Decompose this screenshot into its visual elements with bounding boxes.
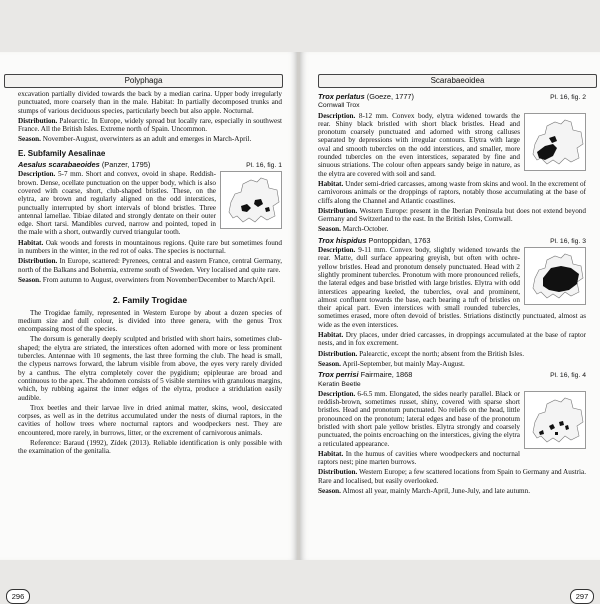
plate-reference: Pl. 16, fig. 3 [550, 237, 586, 245]
europe-map-icon [525, 392, 585, 448]
hispidus-season: Season. April-September, but mainly May-August. [318, 359, 465, 368]
perlatus-season: Season. March-October. [318, 225, 389, 234]
family-paragraph-1: The Trogidae family, represented in Western Europe by about a dozen species of medium size and dull colour, is divided into three genera, with the genus Trox encompassing most of the species. [18, 308, 282, 334]
aesalus-description: Description. 5-7 mm. Short and convex, ovoid in shape. Reddish-brown. Dense, ocellate punctuation on the upper body, which is also covered with coarse, short, club-shaped bristles. These, on the elytra, are brown and regularly aligned on the odd interstices, punctually interrupted by short intervals of blond bristles. Three antennal lamellae. Tibiae dilated and strongly dentate on their outer edge. Short tarsi. Mandibles curved, narrow and pointed, toped in the male with a short, outwardly curved triangular tooth. [18, 170, 216, 237]
left-text-column [18, 90, 282, 458]
page-number-right: 297 [570, 589, 594, 604]
subfamily-heading: E. Subfamily Aesalinae [18, 148, 106, 158]
distribution-map-perlatus [524, 113, 586, 171]
book-spread [0, 52, 600, 601]
perlatus-distribution: Distribution. Western Europe: present in the Iberian Peninsula but does not extend beyond Germany and Switzerland to the east. In the British Isles, Cornwall. [318, 206, 586, 224]
species-name: Aesalus scarabaeoides [18, 160, 100, 170]
right-page [300, 52, 600, 601]
distribution-map-hispidus [524, 247, 586, 305]
right-text-column [318, 90, 586, 497]
aesalus-season: Season. From autumn to August, overwinters from November/December to March/April. [18, 275, 276, 284]
species-name: Trox perrisi [318, 370, 359, 380]
left-page [0, 52, 297, 601]
species-header-hispidus [318, 237, 586, 246]
hispidus-habitat: Habitat. Dry places, under dried carcasses, in droppings accumulated at the base of raptor nests, and in fox excrement. [318, 331, 586, 348]
intro-paragraph: excavation partially divided towards the back by a median carina. Upper body irregularly punctuated, more coarsely than in the male. Habitat: In partially decomposed trunks and stumps of various deciduous species, particularly beech but also apple. Nocturnal. [18, 90, 282, 115]
species-author: (Goeze, 1777) [366, 92, 414, 101]
aesalus-distribution: Distribution. In Europe, scattered: Pyrenees, central and eastern France, central Germany, north of the Balkans and Bohemia, extreme south of Sweden. Very localised and quite rare. [18, 257, 282, 274]
species-header-perlatus [318, 93, 586, 102]
species-author: Fairmaire, 1868 [360, 370, 413, 380]
common-name: Cornwall Trox [318, 102, 360, 110]
intro-distribution: Distribution. Palearctic. In Europe, widely spread but locally rare, especially in southwest France. All the British Isles. Extreme north of Spain. Uncommon. [18, 116, 282, 134]
perrisi-distribution: Distribution. Western Europe; a few scattered locations from Spain to Germany and Austria. Rare and localised, but easily overlooked. [318, 468, 586, 485]
species-author: Pontoppidan, 1763 [368, 235, 431, 245]
species-header-perrisi [318, 371, 586, 380]
family-paragraph-3: Trox beetles and their larvae live in dried animal matter, skins, wool, desiccated corpses, as well as in the detritus accumulated under the nests of diurnal raptors, in the cavities of hollow trees where nocturnal raptors and woodpeckers nest. They are encountered, more rarely, in burrows, litter, or the excrement of carnivorous animals. [18, 403, 282, 437]
europe-map-icon [525, 248, 585, 304]
species-name: Trox perlatus [318, 92, 365, 101]
hispidus-description: Description. 9-11 mm. Convex body, slightly widened towards the rear. Matte, dull surface appearing greyish, but often with ochre-yellow bristles. Head and pronotum densely punctuated. Head with 2 slightly prominent tubercles. Pronotum with more pronounced reliefs, the lateral edges and base bristled with large bristles. Elytra with odd interstices appearing keeled, the tubercles, oval and prominent, almost confluent towards the base, each bearing a tuft of bristles on their apical part. Even interstices with small rounded tubercles, sometimes erased, more often devoid of bristles. Striations distinctly punctuated, almost as wide as the even interstices. [318, 246, 586, 329]
plate-reference: Pl. 16, fig. 1 [246, 162, 282, 170]
perlatus-description: Description. 8-12 mm. Convex body, elytra widened towards the rear. Shiny black bristled with short black bristles. Head and pronotum coarsely punctuated and adorned with strong calluses separated by depressions with irregular contours. Elytra with large oval and smooth tubercles on the odd interstices, and smaller, more rounded tubercles on the even interstices, separated by fine and sinuous striations. The colour often appears sandy beige in nature, as the elytra are covered with soil and sand. [318, 111, 520, 178]
page-number-left: 296 [6, 589, 30, 604]
distribution-map-aesalus [220, 171, 282, 229]
hispidus-distribution: Distribution. Palearctic, except the north; absent from the British Isles. [318, 349, 525, 358]
intro-season: Season. November-August, overwinters as an adult and emerges in March-April. [18, 135, 252, 144]
distribution-map-perrisi [524, 391, 586, 449]
family-heading: 2. Family Trogidae [112, 295, 188, 306]
perrisi-habitat: Habitat. In the humus of cavities where woodpeckers and nocturnal raptors nest; pine marten burrows. [318, 449, 520, 467]
species-header-aesalus [18, 161, 282, 170]
plate-reference: Pl. 16, fig. 2 [550, 94, 586, 101]
plate-reference: Pl. 16, fig. 4 [550, 372, 586, 380]
common-name: Keratin Beetle [318, 380, 361, 388]
running-head-right: Scarabaeoidea [318, 74, 597, 88]
aesalus-habitat: Habitat. Oak woods and forests in mountainous regions. Quite rare but sometimes found in numbers in the winter, in the red rot of oaks. The species is nocturnal. [18, 238, 282, 256]
running-head-left: Polyphaga [4, 74, 283, 88]
perlatus-habitat: Habitat. Under semi-dried carcasses, among waste from skins and wool. In the excrement of carnivorous animals or the droppings of raptors, notably those accumulating at the base of cliffs along the Channel and Atlantic coastlines. [318, 179, 586, 205]
species-name: Trox hispidus [318, 235, 367, 245]
family-paragraph-2: The dorsum is generally deeply sculpted and bristled with short hairs, sometimes club-shaped; the elytra are striated, the interstices often adorned with more or less prominent tubercles. Antennae with 10 segments, the last three forming the club. The head is small, the clypeus narrows forward, the labrum visible from above, the eyes very rarely divided by a canthus. The elytra completely cover the pygidium; epipleurae are broad and continuous to the apex. The abdomen consists of 5 visible sternites with granulous margins, which, by rubbing against the inner edges of the elytra, produce a stridulation easily audible. [18, 335, 282, 402]
perrisi-season: Season. Almost all year, mainly March-April, June-July, and late autumn. [318, 487, 531, 496]
europe-map-icon [221, 172, 281, 228]
family-paragraph-4: Reference: Baraud (1992), Zídek (2013). Reliable identification is only possible with the examination of the genitalia. [18, 438, 282, 456]
europe-map-icon [525, 114, 585, 170]
perrisi-description: Description. 6-6.5 mm. Elongated, the sides nearly parallel. Black or reddish-brown, sometimes russet, shiny, covered with sparse short bristles. Head and pronotum punctuated. No reliefs on the head, little pronounced on the pronotum; lateral edges and base of the pronotum bristled with short pale yellow bristles. Elytra strongly and coarsely punctuated, the points encroaching on the interstices, giving the elytra a reticulated appearance. [318, 389, 520, 448]
species-author: (Panzer, 1795) [101, 160, 151, 170]
